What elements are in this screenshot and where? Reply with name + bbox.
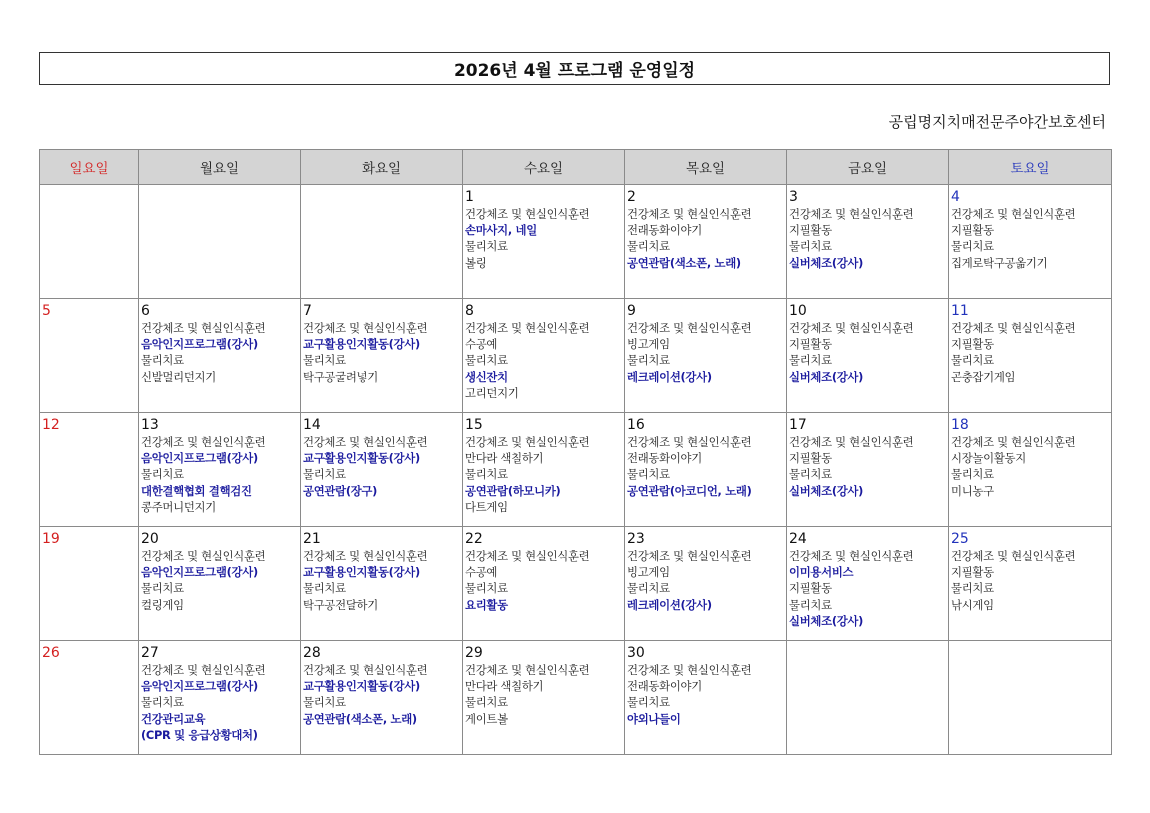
schedule-item: 건강체조 및 현실인식훈련 [303, 435, 428, 449]
weekday-header-tuesday: 화요일 [301, 150, 463, 185]
weekday-header-wednesday: 수요일 [463, 150, 625, 185]
day-number: 25 [951, 531, 969, 547]
schedule-item: 공연관람(하모니카) [465, 483, 561, 498]
weekday-header-saturday: 토요일 [949, 150, 1112, 185]
schedule-item: 실버체조(강사) [789, 255, 864, 270]
week-row [40, 299, 1112, 413]
weekday-header-monday: 월요일 [139, 150, 301, 185]
schedule-item: 건강체조 및 현실인식훈련 [465, 207, 590, 221]
week-row [40, 185, 1112, 299]
day-cell [949, 641, 1112, 755]
schedule-item: 음악인지프로그램(강사) [141, 337, 258, 352]
schedule-item: 전래동화이야기 [627, 451, 702, 466]
schedule-item: 공연관람(색소폰, 노래) [303, 711, 417, 726]
schedule-item: 건강관리교육 [141, 711, 206, 726]
day-number: 19 [42, 531, 60, 547]
day-number: 2 [627, 189, 636, 205]
schedule-item: 공연관람(장구) [303, 483, 378, 498]
schedule-item: 물리치료 [303, 695, 346, 710]
day-cell [139, 527, 301, 641]
schedule-item: 건강체조 및 현실인식훈련 [465, 321, 590, 335]
schedule-item: 건강체조 및 현실인식훈련 [303, 663, 428, 677]
schedule-item: 전래동화이야기 [627, 679, 702, 694]
weekday-header-row [40, 150, 1112, 185]
schedule-item: 물리치료 [627, 581, 670, 596]
schedule-item: 물리치료 [465, 239, 508, 254]
day-number: 11 [951, 303, 969, 319]
schedule-item: 지필활동 [789, 337, 832, 352]
schedule-item: 교구활용인지활동(강사) [303, 451, 420, 466]
schedule-item: 건강체조 및 현실인식훈련 [627, 549, 752, 563]
day-number: 3 [789, 189, 798, 205]
schedule-item: 교구활용인지활동(강사) [303, 679, 420, 694]
day-cell [949, 527, 1112, 641]
schedule-item: 물리치료 [465, 581, 508, 596]
schedule-item: 물리치료 [627, 353, 670, 368]
day-number: 4 [951, 189, 960, 205]
schedule-item: 지필활동 [951, 565, 994, 580]
day-cell [625, 185, 787, 299]
schedule-item: (CPR 및 응급상황대처) [141, 727, 258, 742]
day-cell [625, 641, 787, 755]
day-cell [949, 299, 1112, 413]
week-row [40, 641, 1112, 755]
schedule-item: 건강체조 및 현실인식훈련 [303, 549, 428, 563]
schedule-title-box [39, 52, 1110, 85]
schedule-item: 물리치료 [951, 353, 994, 368]
schedule-item: 교구활용인지활동(강사) [303, 565, 420, 580]
schedule-item: 물리치료 [303, 467, 346, 482]
schedule-item: 건강체조 및 현실인식훈련 [465, 435, 590, 449]
schedule-item: 다트게임 [465, 499, 508, 514]
day-number: 24 [789, 531, 807, 547]
schedule-item: 야외나들이 [627, 711, 681, 726]
day-number: 8 [465, 303, 474, 319]
schedule-item: 레크레이션(강사) [627, 597, 712, 612]
schedule-item: 수공예 [465, 337, 498, 352]
week-row [40, 527, 1112, 641]
schedule-item: 건강체조 및 현실인식훈련 [789, 549, 914, 563]
day-number: 6 [141, 303, 150, 319]
schedule-item: 지필활동 [789, 223, 832, 238]
day-cell [625, 299, 787, 413]
schedule-item: 볼링 [465, 255, 487, 270]
schedule-item: 물리치료 [141, 467, 184, 482]
day-number: 17 [789, 417, 807, 433]
day-cell [301, 413, 463, 527]
schedule-item: 물리치료 [303, 581, 346, 596]
day-number: 13 [141, 417, 159, 433]
schedule-item: 물리치료 [627, 695, 670, 710]
schedule-item: 물리치료 [627, 467, 670, 482]
schedule-item: 물리치료 [951, 239, 994, 254]
schedule-item: 만다라 색칠하기 [465, 451, 544, 466]
day-number: 10 [789, 303, 807, 319]
schedule-item: 건강체조 및 현실인식훈련 [789, 321, 914, 335]
day-cell [787, 641, 949, 755]
schedule-item: 대한결핵협회 결핵검진 [141, 483, 252, 498]
schedule-item: 건강체조 및 현실인식훈련 [465, 549, 590, 563]
schedule-item: 건강체조 및 현실인식훈련 [951, 207, 1076, 221]
day-cell [625, 413, 787, 527]
schedule-item: 건강체조 및 현실인식훈련 [951, 549, 1076, 563]
schedule-item: 물리치료 [465, 695, 508, 710]
schedule-item: 손마사지, 네일 [465, 223, 537, 238]
schedule-item: 물리치료 [789, 597, 832, 612]
day-number: 9 [627, 303, 636, 319]
day-number: 15 [465, 417, 483, 433]
schedule-item: 물리치료 [141, 695, 184, 710]
day-cell [40, 299, 139, 413]
schedule-item: 건강체조 및 현실인식훈련 [951, 321, 1076, 335]
schedule-item: 건강체조 및 현실인식훈련 [627, 207, 752, 221]
schedule-item: 이미용서비스 [789, 565, 854, 580]
schedule-item: 신발멀리던지기 [141, 369, 216, 384]
day-cell [787, 185, 949, 299]
schedule-item: 건강체조 및 현실인식훈련 [789, 435, 914, 449]
schedule-item: 건강체조 및 현실인식훈련 [141, 549, 266, 563]
schedule-item: 교구활용인지활동(강사) [303, 337, 420, 352]
schedule-item: 음악인지프로그램(강사) [141, 565, 258, 580]
day-number: 27 [141, 645, 159, 661]
schedule-item: 공연관람(색소폰, 노래) [627, 255, 741, 270]
day-cell [40, 527, 139, 641]
schedule-item: 지필활동 [951, 223, 994, 238]
day-number: 30 [627, 645, 645, 661]
schedule-item: 물리치료 [465, 353, 508, 368]
day-cell [463, 413, 625, 527]
schedule-item: 공연관람(아코디언, 노래) [627, 483, 752, 498]
day-cell [463, 185, 625, 299]
schedule-item: 물리치료 [789, 239, 832, 254]
day-number: 21 [303, 531, 321, 547]
day-cell [139, 641, 301, 755]
schedule-item: 빙고게임 [627, 337, 670, 352]
schedule-item: 건강체조 및 현실인식훈련 [627, 321, 752, 335]
day-cell [40, 185, 139, 299]
schedule-item: 실버체조(강사) [789, 483, 864, 498]
schedule-item: 건강체조 및 현실인식훈련 [141, 435, 266, 449]
weekday-header-friday: 금요일 [787, 150, 949, 185]
schedule-item: 집게로탁구공옮기기 [951, 255, 1048, 270]
calendar-table [39, 149, 1112, 755]
day-number: 7 [303, 303, 312, 319]
schedule-item: 레크레이션(강사) [627, 369, 712, 384]
schedule-item: 음악인지프로그램(강사) [141, 679, 258, 694]
day-number: 28 [303, 645, 321, 661]
schedule-item: 건강체조 및 현실인식훈련 [303, 321, 428, 335]
day-cell [139, 185, 301, 299]
schedule-item: 물리치료 [951, 581, 994, 596]
schedule-item: 물리치료 [141, 581, 184, 596]
day-cell [787, 299, 949, 413]
day-number: 22 [465, 531, 483, 547]
schedule-item: 건강체조 및 현실인식훈련 [951, 435, 1076, 449]
schedule-item: 건강체조 및 현실인식훈련 [627, 435, 752, 449]
schedule-item: 시장놀이활동지 [951, 451, 1026, 466]
day-cell [40, 413, 139, 527]
schedule-item: 낚시게임 [951, 597, 994, 612]
day-number: 5 [42, 303, 51, 319]
page-title: 2026년 4월 프로그램 운영일정 [453, 61, 696, 81]
day-number: 1 [465, 189, 474, 205]
day-cell [625, 527, 787, 641]
day-cell [787, 527, 949, 641]
schedule-item: 전래동화이야기 [627, 223, 702, 238]
weekday-header-sunday: 일요일 [40, 150, 139, 185]
schedule-item: 물리치료 [789, 353, 832, 368]
schedule-item: 음악인지프로그램(강사) [141, 451, 258, 466]
day-cell [139, 413, 301, 527]
schedule-item: 콩주머니던지기 [141, 499, 216, 514]
schedule-item: 실버체조(강사) [789, 369, 864, 384]
schedule-item: 요리활동 [465, 597, 508, 612]
schedule-item: 게이트볼 [465, 711, 508, 726]
schedule-item: 물리치료 [627, 239, 670, 254]
day-cell [787, 413, 949, 527]
schedule-item: 만다라 색칠하기 [465, 679, 544, 694]
schedule-item: 수공예 [465, 565, 498, 580]
day-cell [139, 299, 301, 413]
schedule-item: 곤충잡기게임 [951, 369, 1016, 384]
schedule-item: 건강체조 및 현실인식훈련 [141, 663, 266, 677]
schedule-item: 물리치료 [465, 467, 508, 482]
day-number: 18 [951, 417, 969, 433]
day-cell [463, 641, 625, 755]
calendar-body [40, 185, 1112, 755]
schedule-item: 빙고게임 [627, 565, 670, 580]
schedule-item: 물리치료 [951, 467, 994, 482]
schedule-item: 지필활동 [789, 581, 832, 596]
schedule-item: 건강체조 및 현실인식훈련 [789, 207, 914, 221]
day-cell [301, 299, 463, 413]
schedule-item: 건강체조 및 현실인식훈련 [465, 663, 590, 677]
day-number: 14 [303, 417, 321, 433]
schedule-item: 미니농구 [951, 483, 994, 498]
schedule-item: 물리치료 [789, 467, 832, 482]
day-number: 23 [627, 531, 645, 547]
schedule-item: 탁구공전달하기 [303, 597, 378, 612]
day-number: 29 [465, 645, 483, 661]
schedule-item: 지필활동 [789, 451, 832, 466]
day-cell [301, 185, 463, 299]
schedule-item: 지필활동 [951, 337, 994, 352]
schedule-item: 건강체조 및 현실인식훈련 [141, 321, 266, 335]
day-number: 16 [627, 417, 645, 433]
schedule-item: 고리던지기 [465, 385, 519, 400]
organization-name: 공립명지치매전문주야간보호센터 [888, 113, 1106, 131]
day-cell [463, 527, 625, 641]
week-row [40, 413, 1112, 527]
schedule-item: 생신잔치 [465, 369, 508, 384]
schedule-item: 실버체조(강사) [789, 613, 864, 628]
day-cell [40, 641, 139, 755]
weekday-header-thursday: 목요일 [625, 150, 787, 185]
day-cell [301, 641, 463, 755]
day-cell [463, 299, 625, 413]
schedule-item: 물리치료 [303, 353, 346, 368]
day-cell [301, 527, 463, 641]
day-number: 12 [42, 417, 60, 433]
day-cell [949, 413, 1112, 527]
schedule-item: 탁구공굴려넣기 [303, 369, 378, 384]
schedule-item: 컬링게임 [141, 597, 184, 612]
day-cell [949, 185, 1112, 299]
day-number: 26 [42, 645, 60, 661]
day-number: 20 [141, 531, 159, 547]
schedule-item: 건강체조 및 현실인식훈련 [627, 663, 752, 677]
schedule-item: 물리치료 [141, 353, 184, 368]
